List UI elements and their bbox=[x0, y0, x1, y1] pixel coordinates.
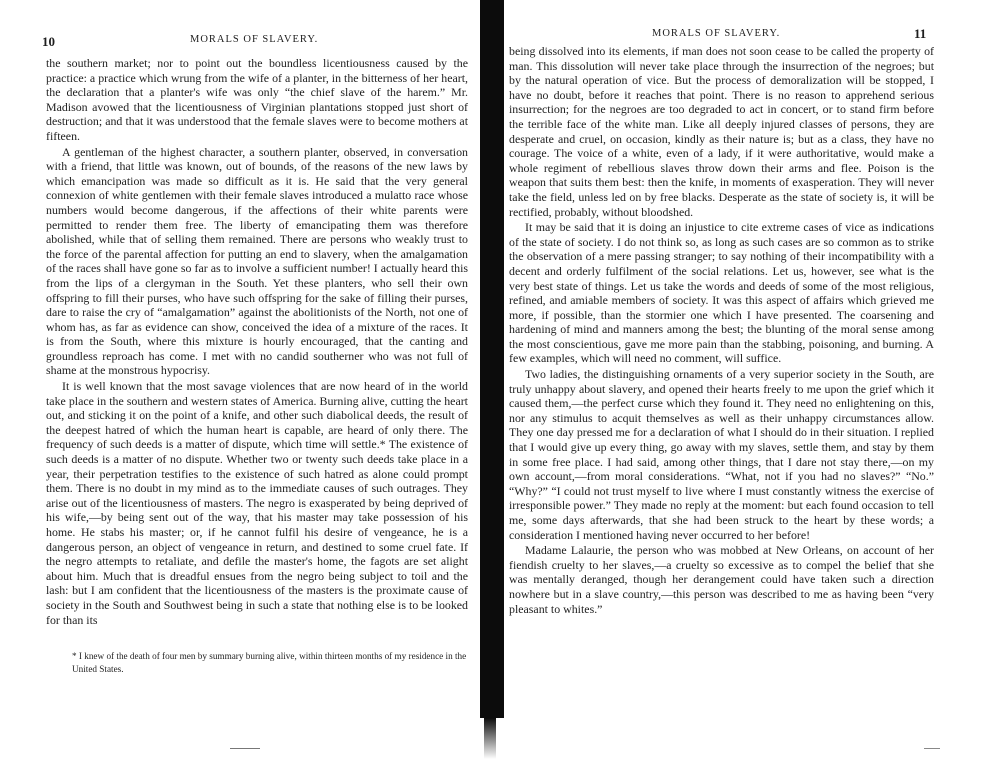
scan-speck bbox=[230, 748, 260, 749]
paragraph: Two ladies, the distinguishing ornaments of a very superior society in the South, are truly unhappy about slavery, and opened their hearts freely to me upon the grief which it caused them,—the perfect curse which they found it. They need no enlightening on this, nor any stimulus to acquit themselves as well as their unhappy circumstances allow. They one day pressed me for a declaration of what I should do in their situation. I replied that I would give up every thing, go away with my slaves, settle them, and stay by them in some free place. I had said, among other things, that I dare not stay there,—on my own account,—from moral considerations. “What, not if you had no slaves?” “No.” “Why?” “I could not trust myself to live where I must constantly witness the exercise of irresponsible power.” They made no reply at the moment: but each found occasion to tell me, some days afterwards, that she had been struck to the heart by these words; a consideration I mentioned having never occurred to her before! bbox=[509, 367, 934, 542]
left-page bbox=[0, 0, 480, 759]
paragraph: A gentleman of the highest character, a southern planter, observed, in conversation with a friend, that little was known, out of bounds, of the reasons of the new laws by which emancipation was made so difficult as it is. He said that the very general connexion of white gentlemen with their female slaves introduced a mulatto race whose numbers would become dangerous, if the affections of their white parents were permitted to render them free. The liberty of emancipating them was therefore abolished, while that of selling them remained. There are persons who weakly trust to the force of the parental affection for putting an end to slavery, when the amalgamation of the races shall have gone so far as to involve a sufficient number! I actually heard this from the lips of a clergyman in the South. Yet these planters, who sell their own offspring to fill their purses, who have such offspring for the sake of filling their purses, dare to raise the cry of “amalgamation” against the abolitionists of the North, not one of whom has, as far as evidence can show, conceived the idea of a mixture of the races. It is from the South, where this mixture is hourly encouraged, that the canting and groundless reproach has come. I met with no candid southerner who was not full of shame at the monstrous hypocrisy. bbox=[46, 144, 468, 378]
body-text bbox=[509, 44, 934, 616]
paragraph: Madame Lalaurie, the person who was mobbed at New Orleans, on account of her fiendish cruelty to her slaves,—a cruelty so excessive as to compel the belief that she was mentally deranged, though her derangement could have taken such a direction nowhere but in a slave country,—this person was described to me as having been “very pleasant to whites.” bbox=[509, 543, 934, 616]
book-gutter-shadow bbox=[484, 718, 496, 759]
footnote: * I knew of the death of four men by summary burning alive, within thirteen months of my residence in the United States. bbox=[72, 651, 467, 674]
right-page bbox=[504, 0, 1000, 759]
body-text bbox=[46, 56, 468, 627]
paragraph: the southern market; nor to point out the boundless licentiousness caused by the practice: a practice which wrung from the wife of a planter, in the bitterness of her heart, the declaration that a planter's wife was only “the chief slave of the harem.” Mr. Madison avowed that the licentiousness of Virginian plantations stopped just short of destruction; and that it was understood that the female slaves were to become mothers at fifteen. bbox=[46, 56, 468, 143]
page-number: 11 bbox=[914, 26, 927, 41]
paragraph: It is well known that the most savage violences that are now heard of in the world take place in the southern and western states of America. Burning alive, cutting the heart out, and sticking it on the point of a knife, and other such diabolical deeds, the result of the deepest hatred of which the human heart is capable, are heard of only there. The frequency of such deeds is a matter of dispute, which time will settle.* The existence of such deeds is a matter of no dispute. Whether two or twenty such deeds take place in a year, their perpetration testifies to the existence of such hatred as alone could prompt them. There is no doubt in my mind as to the immediate causes of such outrages. They arise out of the licentiousness of masters. The negro is exasperated by being deprived of his wife,—by being sent out of the way, that his master may take possession of his home. He stabs his master; or, if he cannot fulfil his desire of vengeance, he is a dangerous person, an object of vengeance in return, and destined to some cruel fate. If the negro attempts to retaliate, and defile the master's home, the fagots are set alight about him. Much that is dreadful ensues from the negro being subject to toil and the lash: but I am confident that the licentiousness of the masters is the proximate cause of society in the South and Southwest being in such a state that nothing else is to be looked for than its bbox=[46, 379, 468, 627]
page-number: 10 bbox=[42, 34, 55, 49]
paragraph: It may be said that it is doing an injustice to cite extreme cases of vice as indications of the state of society. I do not think so, as long as such cases are so common as to strike the observation of a mere passing stranger; to say nothing of their incompatibility with a decent and orderly fulfilment of the social relations. Let us, however, see what is the very best state of things. Let us take the words and deeds of some of the most religious, refined, and amiable members of society. It was this aspect of affairs which grieved me more, if possible, than the stormier one which I have presented. The coarsening and hardening of mind and manners among the best; the blunting of the moral sense among the most conscientious, gave me more pain than the stabbing, poisoning, and burning. A few examples, which will need no comment, will suffice. bbox=[509, 220, 934, 366]
paragraph: being dissolved into its elements, if man does not soon cease to be called the property of man. This dissolution will never take place through the insurrection of the negroes; but by the natural operation of vice. But the process of demoralization will be stopped, I have no doubt, before it reaches that point. There is no reason to apprehend serious insurrection; for the negroes are too degraded to act in concert, or to stand firm before the terrible face of the white man. Like all deeply injured classes of persons, they are desperate and cruel, on occasion, kindly as their nature is; but as a class, they have no courage. The voice of a white, even of a lady, if it were authoritative, would make a whole regiment of rebellious slaves throw down their arms and flee. Poison is the weapon that suits them best: then the knife, in moments of exasperation. They will never take the field, unless led on by free blacks. Desperate as the state of society is, it will be rectified, probably, without bloodshed. bbox=[509, 44, 934, 219]
running-head: MORALS OF SLAVERY. bbox=[652, 28, 781, 39]
book-gutter bbox=[480, 0, 504, 718]
running-head: MORALS OF SLAVERY. bbox=[190, 34, 319, 45]
scan-speck bbox=[924, 748, 940, 749]
